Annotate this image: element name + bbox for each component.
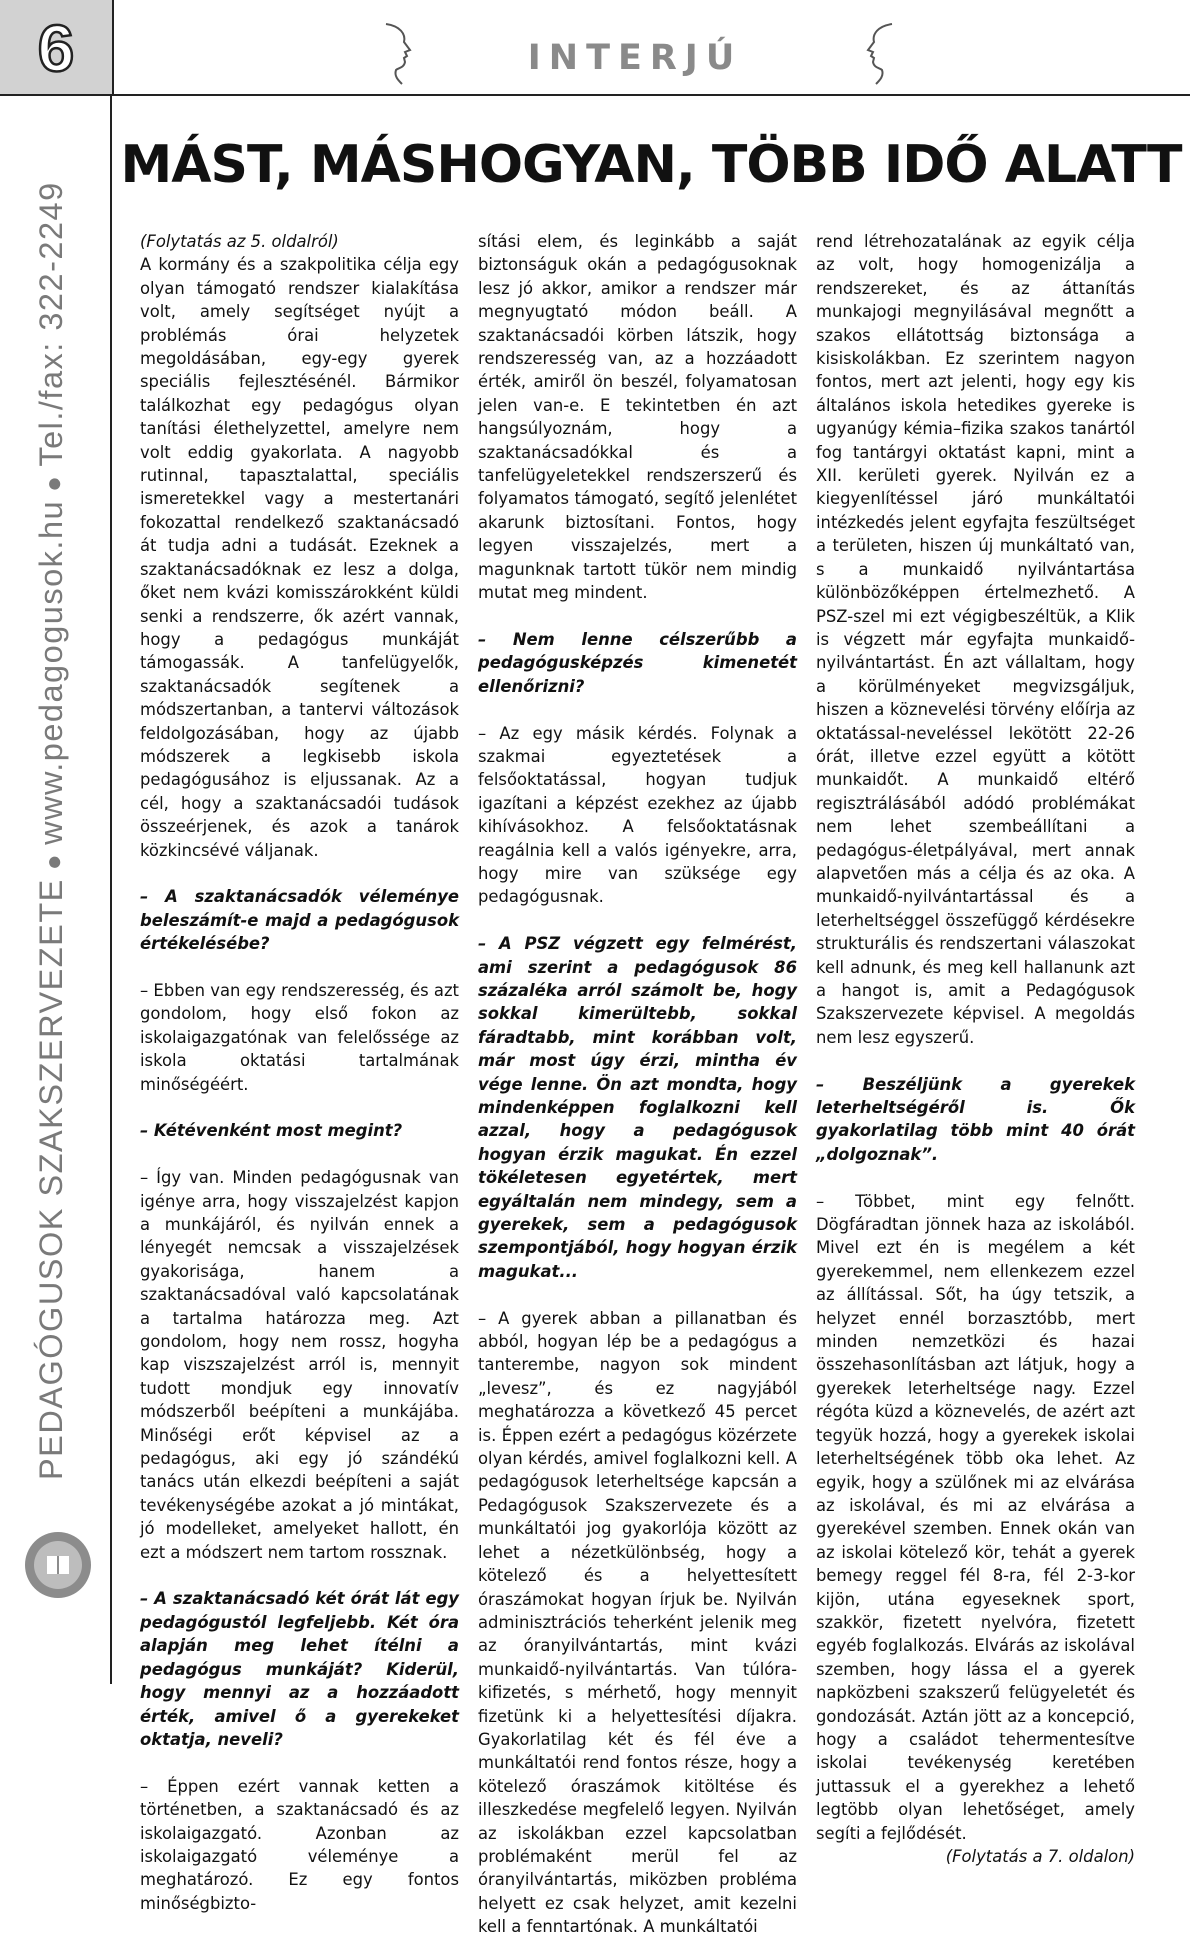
interview-question: – Beszéljünk a gyerekek leterheltségéről is. Ők gyakorlatilag több mint 40 órát „dolgoznak”. <box>816 1074 1135 1164</box>
sidebar-contact <box>16 120 86 1480</box>
continued-to-note: (Folytatás a 7. oldalon) <box>945 1847 1135 1866</box>
sidebar-rule <box>110 94 112 1684</box>
page-number: 6 <box>37 11 75 85</box>
article-title: MÁST, MÁSHOGYAN, TÖBB IDŐ ALATT <box>120 135 1182 195</box>
sidebar-phone: Tel./fax: 322-2249 <box>33 181 69 467</box>
header-rule <box>112 94 1190 96</box>
interview-answer: – Éppen ezért vannak ketten a történetben, a szaktanácsadó és az iskolaigazgató. Azonban az iskolaigazgató véleménye a meghatározó. Ez egy fontos minőségbizto- <box>140 1776 459 1913</box>
interview-answer: – Így van. Minden pedagógusnak van igénye arra, hogy visszajelzést kapjon a munkájáról, és nyilván ennek a lényegét nemcsak a visszajelzések gyakorisága, hanem a szaktanácsadóval való kapcsolatának a tartalma határozza meg. Azt gondolom, hogy nem rossz, hogyha kap viszszajelzést arról is, mennyit tudott mondjuk egy innovatív módszerből beépíteni a munkájába. Minőségi erőt képvisel az a pedagógus, aki egy jó szándékú tanács után elkezdi beépíteni a saját tevékenységébe azokat a jó mintákat, jó modelleket, amelyeket hallott, én ezt a módszert nem tartom rossznak. <box>140 1168 459 1562</box>
column-1 <box>140 230 459 1915</box>
interview-answer: – A gyerek abban a pillanatban és abból, hogyan lép be a pedagógus a tanterembe, nagyon sok mindent „levesz”, és ez nagyjából meghatározza a következő 45 percet is. Éppen ezért a pedagógus közérzete olyan kérdés, amivel foglalkozni kell. A pedagógusok leterheltsége kapcsán a Pedagógusok Szakszervezete és a munkáltatói jog gyakorlója között az lehet a nézetkülönbség, hogy a kötelező és a helyettesített óraszámokat hogyan írjuk be. Nyilván adminisztrációs teherként jelenik meg az óranyilvántartás, mint kvázi munkaidő-nyilvántartás. Van túlóra-kifizetés, s mérhető, hogy mennyit fizetünk ki a helyettesítési díjakra. Gyakorlatilag két és fél éve a munkáltatói rend fontos része, hogy a kötelező óraszámok kitöltése és illeszkedése megfelelő legyen. Nyilván az iskolákban ezzel kapcsolatban problémaként merül fel az óranyilvántartás, miközben probléma helyett ez csak helyzet, amit kezelni kell a fenntartónak. A munkáltatói <box>478 1308 797 1937</box>
continued-from-note: (Folytatás az 5. oldalról) <box>140 232 339 251</box>
paragraph: A kormány és a szakpolitika célja egy olyan támogató rendszer kialakítása volt, amely segítséget nyújt a problémás órai helyzetek megoldásában, egy-egy gyerek speciális fejlesztésénél. Bármikor találkozhat egy pedagógus olyan tanítási élethelyzettel, amelyre nem volt eddig gyakorlata. A nagyobb rutinnal, tapasztalattal, speciális ismeretekkel vagy a mestertanári fokozattal rendelkező szaktanácsadó át tudja adni a tudását. Ezeknek a szaktanácsadóknak ez lesz a dolga, őket nem kvázi komisszárokként küldi senki a rendszerre, ők azért vannak, hogy a pedagógus munkáját támogassák. A tanfelügyelők, szaktanácsadók segítenek a módszertanban, a tantervi változások feldolgozásában, hogy az újabb módszerek a legkisebb iskola pedagógusához is eljussanak. Az a cél, hogy a szaktanácsadói tudások összeérjenek, és azok a tanárok közkincsévé váljanak. <box>140 255 459 860</box>
interview-answer: – Ebben van egy rendszeresség, és azt gondolom, hogy első fokon az iskolaigazgatónak van felelőssége az iskola oktatási tartalmának minőségéért. <box>140 980 459 1094</box>
interview-question: – A PSZ végzett egy felmérést, ami szerint a pedagógusok 86 százaléka arról számolt be, hogy sokkal kimerültebb, sokkal fáradtabb, mint korábban volt, már most úgy érzi, mintha év vége lenne. Ön azt mondta, hogy mindenképpen foglalkozni kell azzal, hogy a pedagógusok hogyan érzik magukat. Én ezzel tökéletesen egyetértek, mert egyáltalán nem mindegy, sem a gyerekek, sem a pedagógusok szempontjából, hogy hogyan érzik magukat... <box>478 934 797 1281</box>
interview-question: – Kétévenként most megint? <box>140 1121 403 1141</box>
interview-answer: sítási elem, és leginkább a saját biztonságuk okán a pedagógusoknak lesz jó akkor, amikor a rendszer már megnyugtató módon beáll. A szaktanácsadói körben látszik, hogy rendszeresség van, az a hozzáadott érték, amiről ön beszél, folyamatosan jelen van-e. E tekintetben én azt hangsúlyoznám, hogy a szaktanácsadókkal és a tanfelügyeletekkel rendszerszerű és folyamatos támogató, segítő jelenlétet akarunk biztosítani. Fontos, hogy legyen visszajelzés, mert a magunknak tartott tükör nem mindig mutat meg mindent. <box>478 232 797 603</box>
interview-question: – Nem lenne célszerűbb a pedagógusképzés kimenetét ellenőrizni? <box>478 629 797 696</box>
column-2 <box>478 230 797 1939</box>
interview-question: – A szaktanácsadók véleménye beleszámít-e majd a pedagógusok értékelésébe? <box>140 887 459 954</box>
bullet-separator: ● <box>38 474 68 492</box>
page-number-box <box>0 0 114 96</box>
column-3 <box>816 230 1135 1868</box>
bullet-separator: ● <box>38 852 68 871</box>
sidebar-org: PEDAGÓGUSOK SZAKSZERVEZETE <box>33 878 69 1480</box>
face-profile-right-icon <box>380 22 420 86</box>
interview-answer: rend létrehozatalának az egyik célja az volt, hogy homogenizálja a rendszereket, és az áttanítás munkajogi megnyilásával megnőtt a szakos ellátottság biztonsága a kisiskolákban. Ez szerintem nagyon fontos, mert azt jelenti, hogy egy kis általános iskola hetedikes gyereke is ugyanúgy kémia–fizika szakos tanártól fog tantárgyi oktatást kapni, mint a XII. kerületi gyerek. Nyilván ez a kiegyenlítéssel járó munkáltatói intézkedés jelent egyfajta feszültséget a területen, hiszen új munkáltató van, s a munkaidő nyilvántartása különbözőképpen értelmezhető. A PSZ-szel mi ezt végigbeszéltük, a Klik is végzett már egyfajta munkaidő-nyilvántartást. Én azt vállaltam, hogy a körülményeket megvizsgáljuk, hiszen a köznevelési törvény előírja az oktatással-neveléssel lekötött 22-26 órát, illetve ezzel együtt a kötött munkaidőt. A munkaidő eltérő regisztrálásából adódó problémákat nem lehet szembeállítani a pedagógus-életpályával, mert annak alapvetően más a célja és az oka. A munkaidő-nyilvántartással és a leterheltséggel összefüggő kérdésekre strukturális és rendszertani válaszokat kell adnunk, és meg kell hallanunk azt a hangot is, amit a Pedagógusok Szakszervezete képvisel. A megoldás nem lesz egyszerű. <box>816 232 1135 1047</box>
interview-answer: – Többet, mint egy felnőtt. Dögfáradtan jönnek haza az iskolából. Mivel ezt én is megélem a két gyerekemmel, nem ellenkezem ezzel az állítással. Sőt, ha úgy tetszik, a helyzet ennél borzasztóbb, mert minden nemzetközi és hazai összehasonlításban azt látjuk, hogy a gyerekek leterheltsége nagy. Ezzel régóta küzd a köznevelés, de azért azt tegyük hozzá, hogy a gyerekek iskolai leterheltségének több oka lehet. Az egyik, hogy a szülőnek mi az elvárása az iskolával, és mi az elvárása a gyerekével szemben. Ennek okán van az iskolai kötelező kör, tehát a gyerek bemegy reggel fél 8-ra, fél 2-3-kor kijön, utána egyeseknek sport, szakkör, fizetett nyelvóra, fizetett egyéb foglalkozás. Elvárás az iskolával szemben, hogy lássa el a gyerek napközbeni szakszerű felügyeletét és gondozását. Aztán jött az a koncepció, hogy a családot tehermentesítve iskolai tevékenység keretében juttassuk el a gyerekhez a lehető legtöbb olyan lehetőséget, amely segíti a fejlődését. <box>816 1191 1135 1843</box>
interview-answer: – Az egy másik kérdés. Folynak a szakmai egyeztetések a felsőoktatással, hogyan tudjuk igazítani a képzést ezekhez az újabb kihívásokhoz. A felsőoktatásnak reagálnia kell a valós igényekre, arra, hogy mire van szüksége egy pedagógusnak. <box>478 723 797 907</box>
interview-question: – A szaktanácsadó két órát lát egy pedagógustól legfeljebb. Két óra alapján meg lehet ítélni a pedagógus munkáját? Kiderül, hogy mennyi az a hozzáadott érték, amivel ő a gyerekeket oktatja, neveli? <box>140 1589 459 1749</box>
section-label: INTERJÚ <box>527 38 743 78</box>
face-profile-left-icon <box>858 22 898 86</box>
union-seal-logo <box>23 1530 93 1600</box>
sidebar-web: www.pedagogusok.hu <box>33 499 69 845</box>
